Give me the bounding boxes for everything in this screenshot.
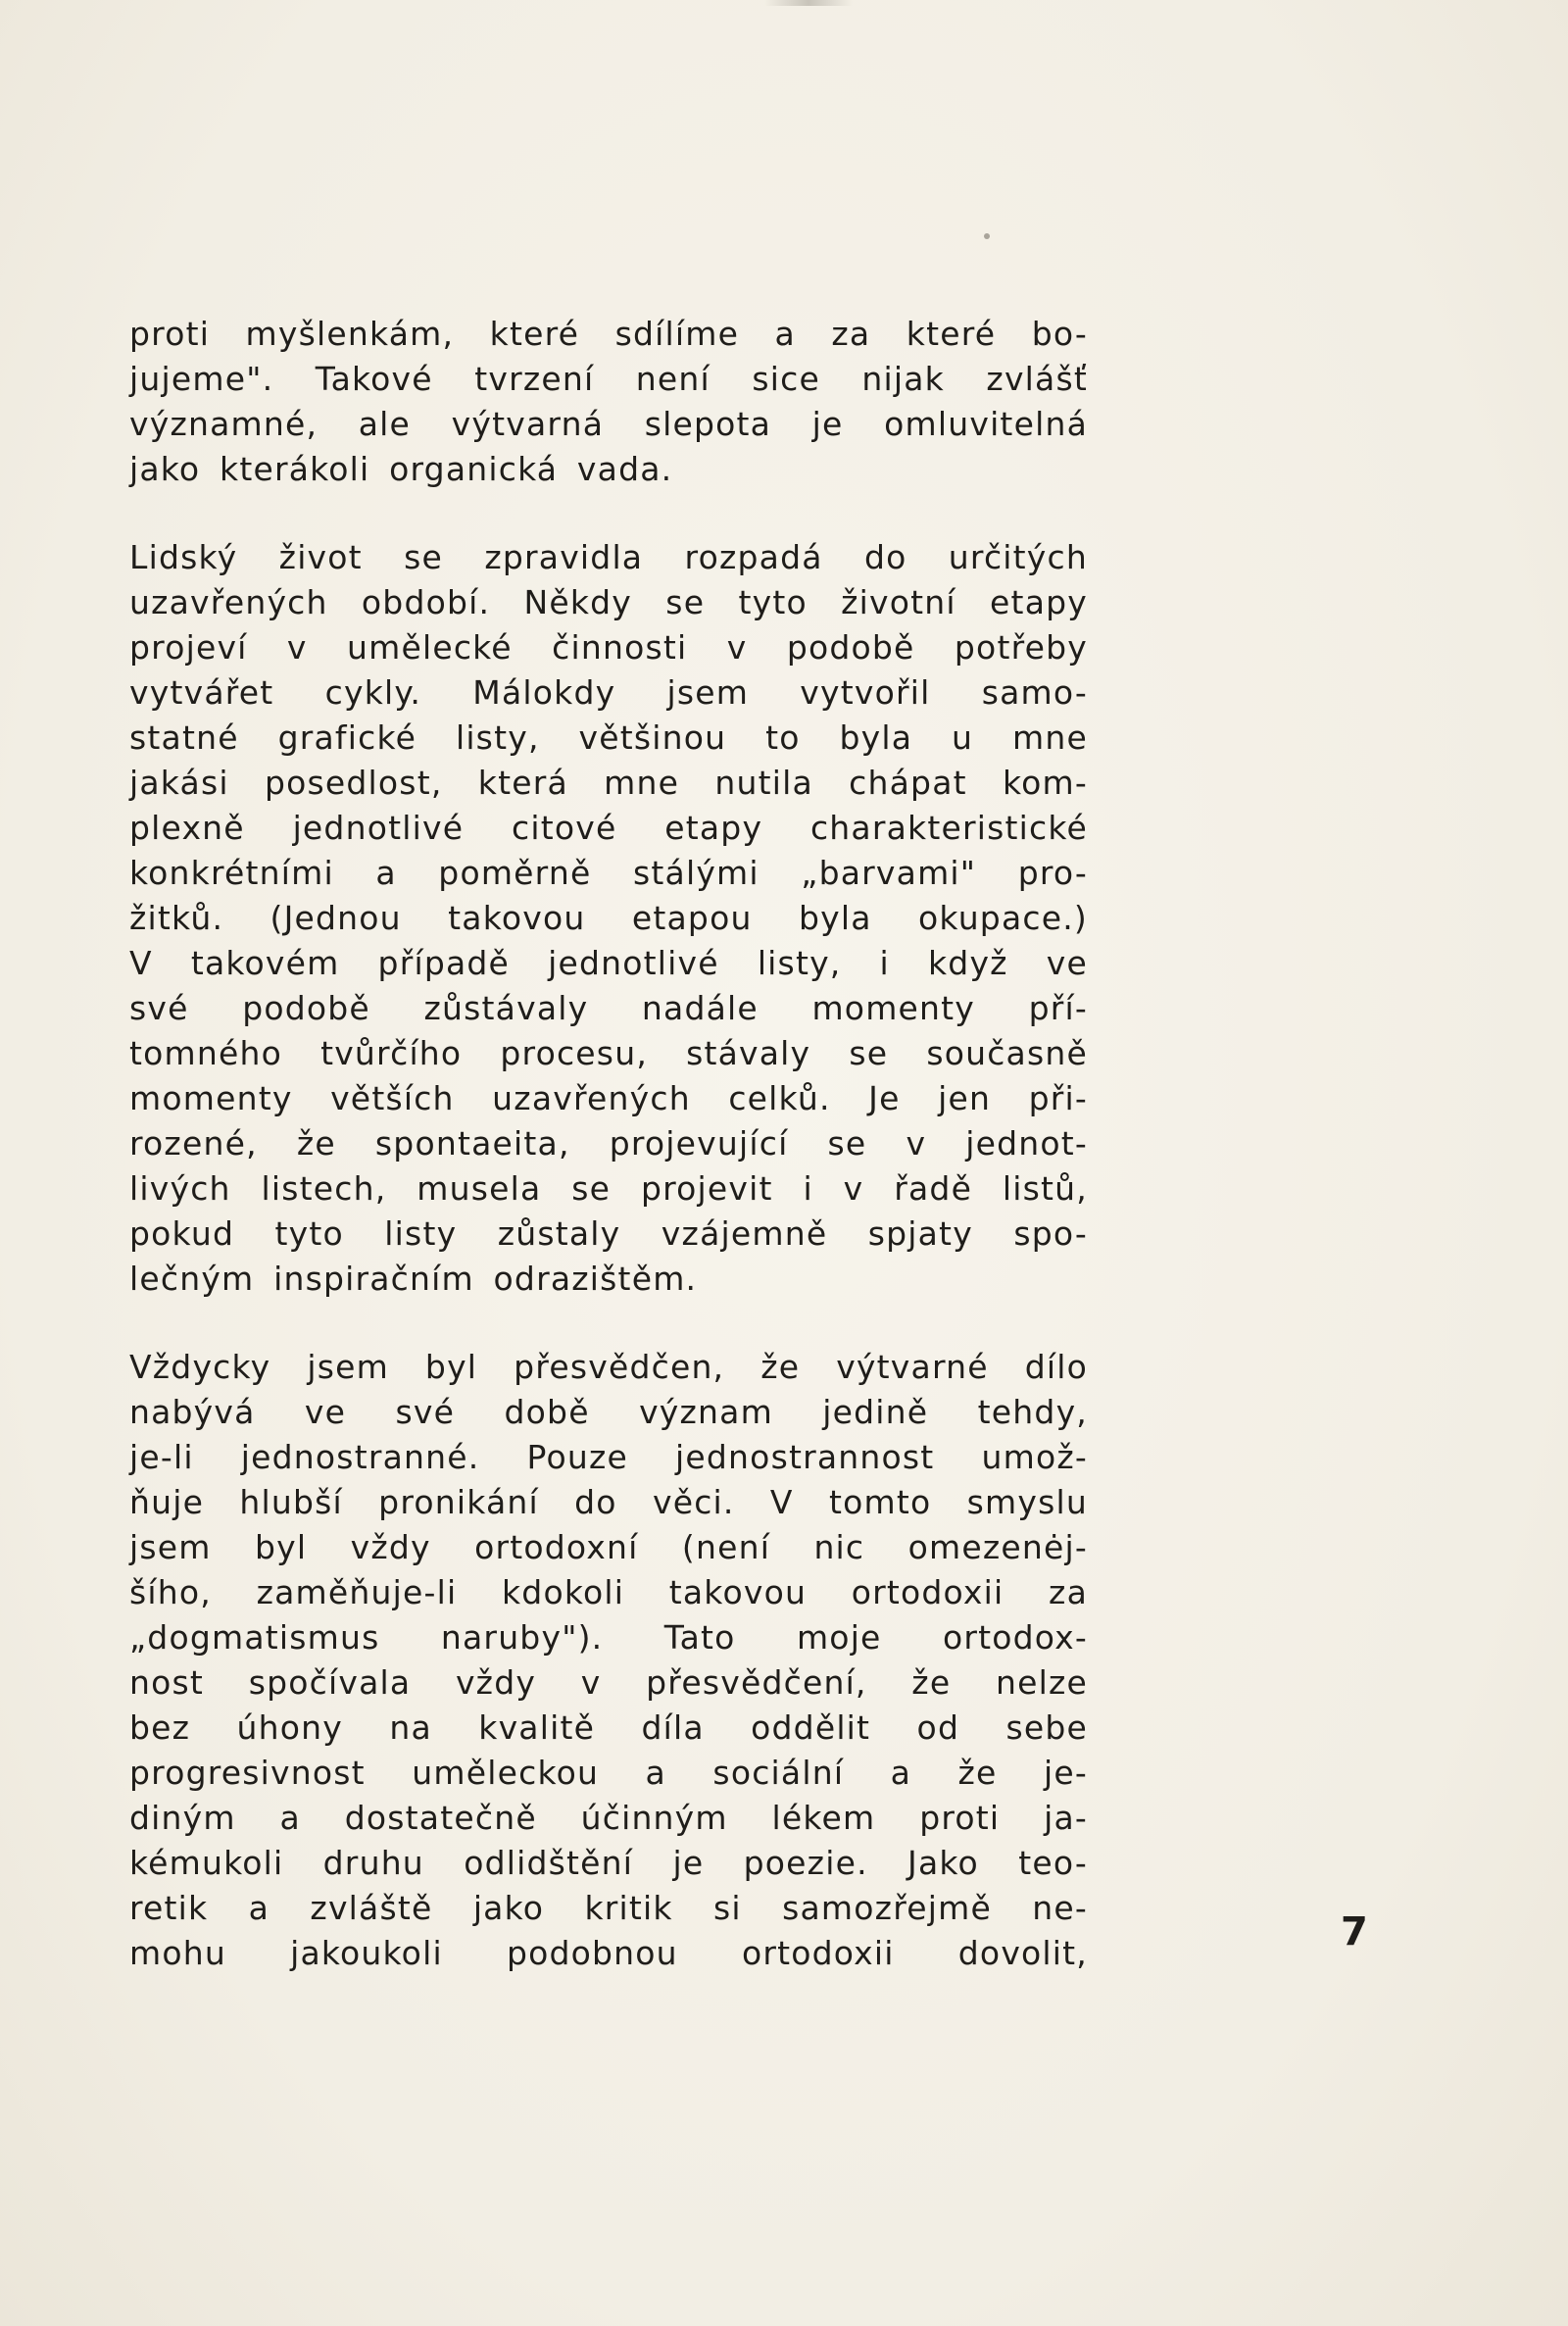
text-line: plexně jednotlivé citové etapy charakteristické [129, 809, 1088, 847]
text-line: bez úhony na kvalitě díla oddělit od sebe [129, 1708, 1088, 1747]
paragraph-1 [129, 312, 1088, 492]
text-line: „dogmatismus naruby"). Tato moje ortodox- [129, 1618, 1088, 1657]
text-line: Lidský život se zpravidla rozpadá do určitých [129, 538, 1088, 576]
text-line: nost spočívala vždy v přesvědčení, že nelze [129, 1663, 1088, 1702]
text-line: V takovém případě jednotlivé listy, i když ve [129, 944, 1088, 982]
scan-mark [764, 0, 853, 6]
text-line: rozené, že spontaeita, projevující se v jednot- [129, 1124, 1088, 1163]
text-line: lečným inspiračním odrazištěm. [129, 1260, 698, 1298]
paragraph-2 [129, 535, 1088, 1302]
body-text [129, 312, 1088, 2019]
text-line: nabývá ve své době význam jedině tehdy, [129, 1393, 1088, 1431]
text-line: mohu jakoukoli podobnou ortodoxii dovolit, [129, 1934, 1088, 1972]
text-line: retik a zvláště jako kritik si samozřejmě ne- [129, 1889, 1088, 1927]
text-line: jako kterákoli organická vada. [129, 450, 673, 488]
text-line: kémukoli druhu odlidštění je poezie. Jako teo- [129, 1844, 1088, 1882]
text-line: jakási posedlost, která mne nutila chápat kom- [129, 764, 1088, 802]
text-line: žitků. (Jednou takovou etapou byla okupace.) [129, 899, 1088, 937]
page-number: 7 [1341, 1909, 1368, 1955]
text-line: projeví v umělecké činnosti v podobě potřeby [129, 628, 1088, 667]
text-line: livých listech, musela se projevit i v řadě listů, [129, 1169, 1088, 1208]
text-line: významné, ale výtvarná slepota je omluvitelná [129, 405, 1088, 443]
paper-speck [984, 233, 990, 239]
text-line: pokud tyto listy zůstaly vzájemně spjaty spo- [129, 1214, 1088, 1253]
text-line: své podobě zůstávaly nadále momenty pří- [129, 989, 1088, 1027]
text-line: jsem byl vždy ortodoxní (není nic omezenėj- [129, 1528, 1088, 1566]
text-line: šího, zaměňuje-li kdokoli takovou ortodoxii za [129, 1573, 1088, 1611]
text-line: progresivnost uměleckou a sociální a že je- [129, 1754, 1088, 1792]
text-line: uzavřených období. Někdy se tyto životní etapy [129, 583, 1088, 621]
text-line: je-li jednostranné. Pouze jednostrannost umož- [129, 1438, 1088, 1476]
paragraph-3 [129, 1345, 1088, 1976]
text-line: jujeme". Takové tvrzení není sice nijak zvlášť [129, 360, 1088, 398]
text-line: vytvářet cykly. Málokdy jsem vytvořil samo- [129, 673, 1088, 712]
text-line: konkrétními a poměrně stálými „barvami" pro- [129, 854, 1088, 892]
text-line: momenty větších uzavřených celků. Je jen při- [129, 1079, 1088, 1117]
text-line: tomného tvůrčího procesu, stávaly se současně [129, 1034, 1088, 1072]
text-line: ňuje hlubší pronikání do věci. V tomto smyslu [129, 1483, 1088, 1521]
text-line: Vždycky jsem byl přesvědčen, že výtvarné dílo [129, 1348, 1088, 1386]
text-line: statné grafické listy, většinou to byla u mne [129, 718, 1088, 757]
text-line: proti myšlenkám, které sdílíme a za které bo- [129, 315, 1088, 353]
text-line: diným a dostatečně účinným lékem proti ja- [129, 1799, 1088, 1837]
